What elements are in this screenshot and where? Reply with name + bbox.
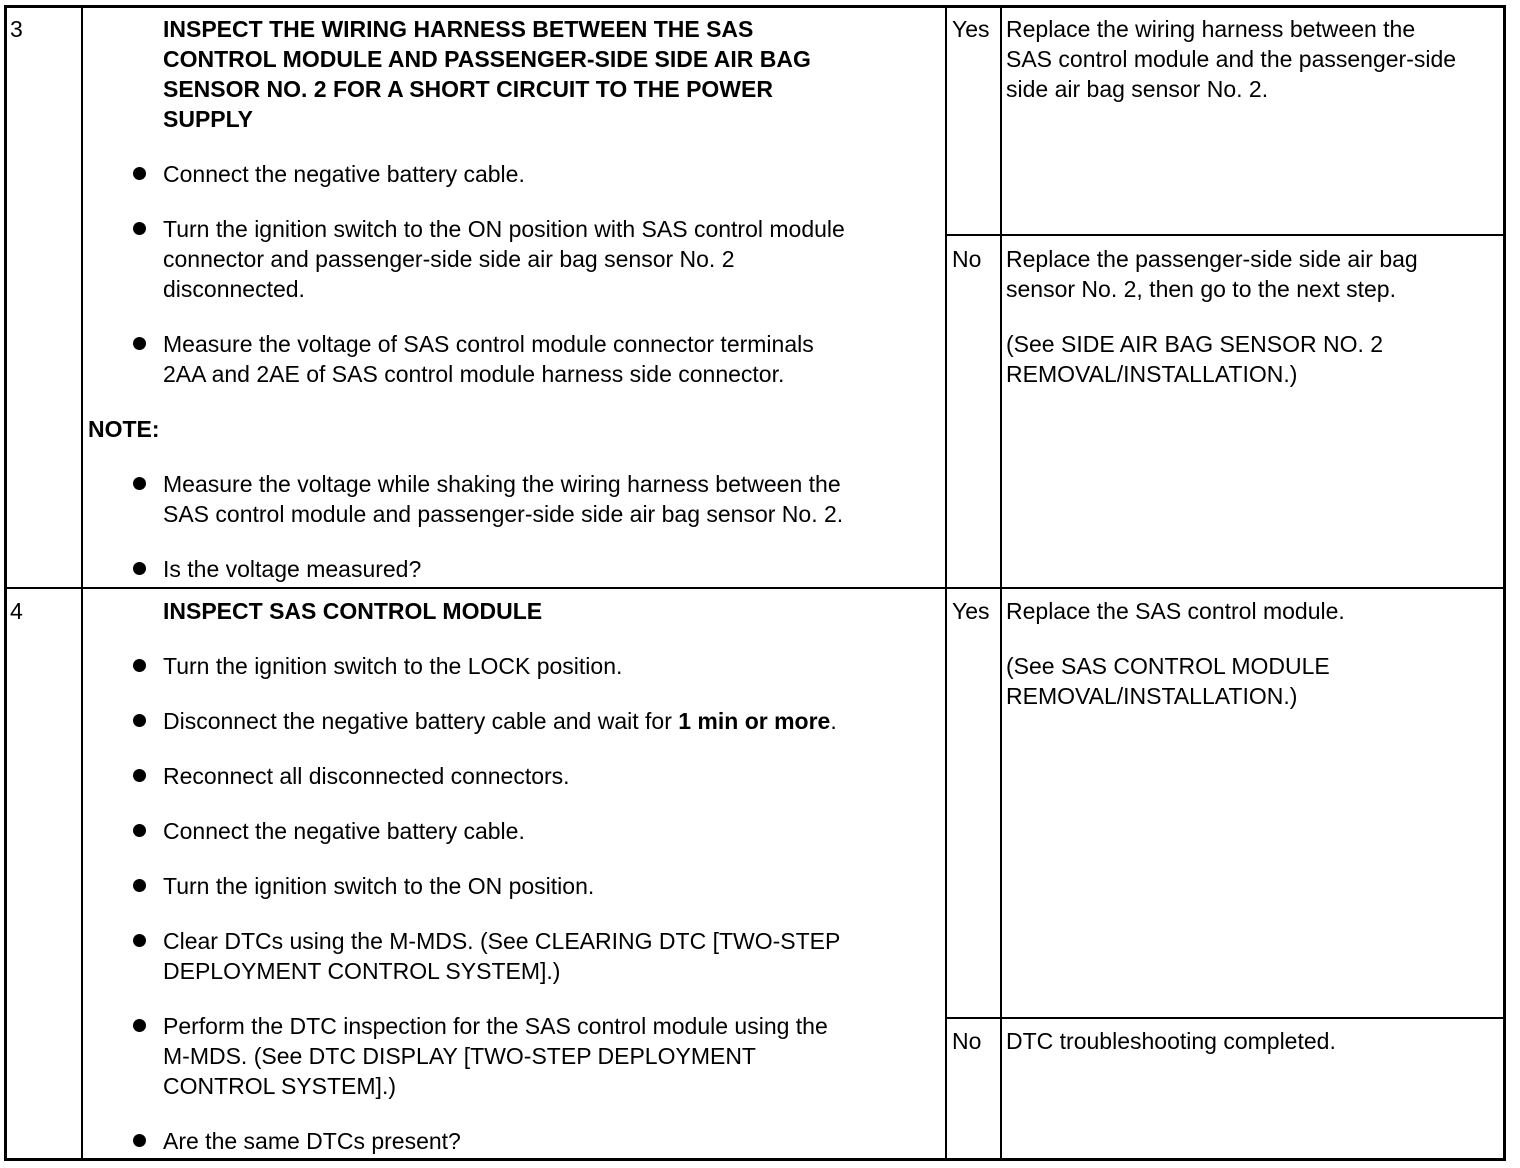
instruction-text: Connect the negative battery cable. [163, 161, 525, 187]
note-text: Is the voltage measured? [163, 556, 422, 582]
bullet-icon [133, 167, 146, 180]
no-label: No [952, 246, 982, 272]
result-text: Replace the passenger-side side air bag [1006, 246, 1418, 272]
instruction-text: Reconnect all disconnected connectors. [163, 763, 570, 789]
instruction-text: Connect the negative battery cable. [163, 818, 525, 844]
divider-action-col [945, 6, 947, 1160]
bullet-icon [133, 562, 146, 575]
step-title-line: SENSOR NO. 2 FOR A SHORT CIRCUIT TO THE POWER [163, 76, 773, 102]
instruction-text: Turn the ignition switch to the ON position with SAS control module [163, 216, 845, 242]
bullet-icon [133, 1134, 146, 1147]
yes-label: Yes [952, 598, 990, 624]
divider-result-col [1000, 6, 1002, 1160]
result-text: side air bag sensor No. 2. [1006, 76, 1269, 102]
bullet-icon [133, 769, 146, 782]
instruction-text: connector and passenger-side side air bag sensor No. 2 [163, 246, 735, 272]
bullet-icon [133, 477, 146, 490]
bullet-icon [133, 824, 146, 837]
instruction-text: M-MDS. (See DTC DISPLAY [TWO-STEP DEPLOYMENT [163, 1043, 756, 1069]
yes-label: Yes [952, 16, 990, 42]
divider-step-col [81, 6, 83, 1160]
reference-text: REMOVAL/INSTALLATION.) [1006, 683, 1298, 709]
result-text: sensor No. 2, then go to the next step. [1006, 276, 1396, 302]
result-text: DTC troubleshooting completed. [1006, 1028, 1336, 1054]
note-text: SAS control module and passenger-side side air bag sensor No. 2. [163, 501, 844, 527]
bullet-icon [133, 879, 146, 892]
divider-step4-yes-no [946, 1017, 1504, 1019]
bullet-icon [133, 934, 146, 947]
instruction-text [163, 706, 837, 736]
result-text: Replace the wiring harness between the [1006, 16, 1416, 42]
wait-duration: 1 min or more [678, 708, 831, 734]
bullet-icon [133, 337, 146, 350]
instruction-text: CONTROL SYSTEM].) [163, 1073, 396, 1099]
step-number: 3 [10, 16, 23, 42]
step-title-line: SUPPLY [163, 106, 253, 132]
reference-text: (See SAS CONTROL MODULE [1006, 653, 1330, 679]
step-title-line: INSPECT THE WIRING HARNESS BETWEEN THE SAS [163, 16, 754, 42]
instruction-text: disconnected. [163, 276, 305, 302]
step-number: 4 [10, 598, 23, 624]
instruction-text-tail: . [830, 708, 837, 734]
instruction-text: Measure the voltage of SAS control module connector terminals [163, 331, 814, 357]
instruction-text: Perform the DTC inspection for the SAS control module using the [163, 1013, 828, 1039]
instruction-text: Turn the ignition switch to the LOCK position. [163, 653, 623, 679]
instruction-text: 2AA and 2AE of SAS control module harness side connector. [163, 361, 785, 387]
result-text: SAS control module and the passenger-side [1006, 46, 1457, 72]
instruction-text: Turn the ignition switch to the ON position. [163, 873, 595, 899]
bullet-icon [133, 222, 146, 235]
instruction-text-main: Disconnect the negative battery cable and wait for [163, 708, 679, 734]
divider-step3-yes-no [946, 234, 1504, 236]
step-title-line: CONTROL MODULE AND PASSENGER-SIDE SIDE AIR BAG [163, 46, 811, 72]
no-label: No [952, 1028, 982, 1054]
reference-text: (See SIDE AIR BAG SENSOR NO. 2 [1006, 331, 1384, 357]
instruction-text: Clear DTCs using the M-MDS. (See CLEARING DTC [TWO-STEP [163, 928, 841, 954]
bullet-icon [133, 714, 146, 727]
bullet-icon [133, 1019, 146, 1032]
note-label: NOTE: [88, 416, 160, 442]
bullet-icon [133, 659, 146, 672]
reference-text: REMOVAL/INSTALLATION.) [1006, 361, 1298, 387]
divider-step3-step4 [6, 587, 1504, 589]
note-text: Measure the voltage while shaking the wiring harness between the [163, 471, 841, 497]
instruction-text: Are the same DTCs present? [163, 1128, 461, 1154]
step-title: INSPECT SAS CONTROL MODULE [163, 598, 543, 624]
result-text: Replace the SAS control module. [1006, 598, 1345, 624]
instruction-text: DEPLOYMENT CONTROL SYSTEM].) [163, 958, 561, 984]
